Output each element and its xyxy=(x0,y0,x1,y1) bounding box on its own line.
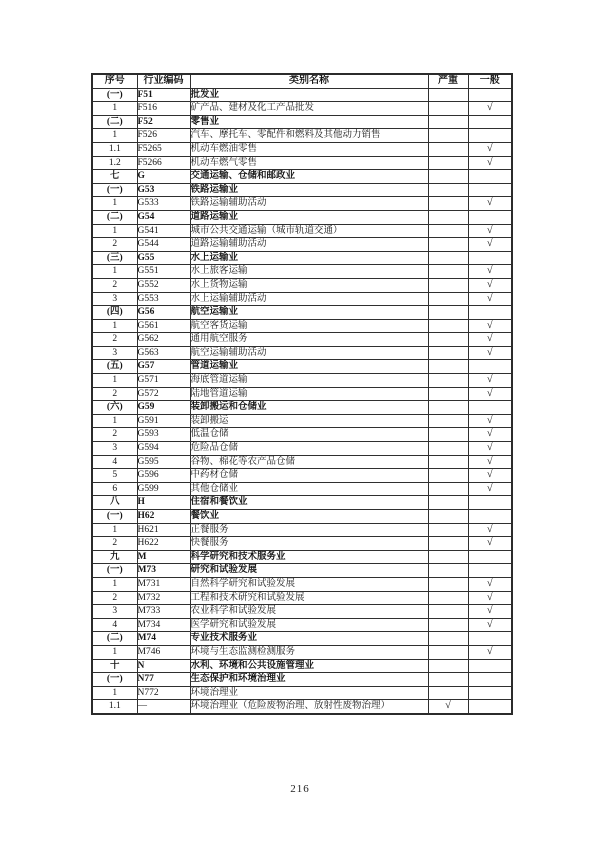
cell-code: G552 xyxy=(137,278,190,292)
cell-code: G562 xyxy=(137,333,190,347)
checkmark-cell: √ xyxy=(468,292,512,306)
cell-general xyxy=(468,251,512,265)
checkmark-cell: √ xyxy=(468,278,512,292)
cell-no: (一) xyxy=(92,510,137,524)
checkmark-cell: √ xyxy=(468,265,512,279)
table-row xyxy=(92,591,512,605)
cell-name: 工程和技术研究和试验发展 xyxy=(190,591,428,605)
cell-code: M734 xyxy=(137,618,190,632)
cell-no: (五) xyxy=(92,360,137,374)
cell-no: 3 xyxy=(92,346,137,360)
cell-no: 1 xyxy=(92,265,137,279)
column-header-serial: 序号 xyxy=(92,74,137,88)
cell-code: G59 xyxy=(137,401,190,415)
cell-code: N772 xyxy=(137,686,190,700)
cell-severe xyxy=(428,686,468,700)
cell-code: F51 xyxy=(137,88,190,102)
cell-code: M xyxy=(137,550,190,564)
table-row xyxy=(92,482,512,496)
cell-severe xyxy=(428,156,468,170)
cell-severe xyxy=(428,346,468,360)
cell-severe xyxy=(428,523,468,537)
cell-name: 危险品仓储 xyxy=(190,442,428,456)
cell-name: 餐饮业 xyxy=(190,510,428,524)
cell-severe xyxy=(428,170,468,184)
checkmark-cell: √ xyxy=(468,224,512,238)
page-number: 216 xyxy=(290,783,310,795)
cell-general xyxy=(468,360,512,374)
cell-name: 住宿和餐饮业 xyxy=(190,496,428,510)
table-row xyxy=(92,550,512,564)
cell-general xyxy=(468,401,512,415)
cell-no: 十 xyxy=(92,659,137,673)
column-header-code: 行业编码 xyxy=(137,74,190,88)
cell-severe xyxy=(428,442,468,456)
cell-code: G54 xyxy=(137,210,190,224)
cell-no: 1 xyxy=(92,645,137,659)
cell-code: N xyxy=(137,659,190,673)
table-row xyxy=(92,537,512,551)
cell-name: 装卸搬运 xyxy=(190,414,428,428)
cell-severe xyxy=(428,333,468,347)
cell-code: G591 xyxy=(137,414,190,428)
cell-code: M732 xyxy=(137,591,190,605)
cell-no: 2 xyxy=(92,333,137,347)
cell-name: 装卸搬运和仓储业 xyxy=(190,401,428,415)
cell-code: G541 xyxy=(137,224,190,238)
cell-general xyxy=(468,510,512,524)
cell-no: 1.1 xyxy=(92,700,137,714)
cell-no: 6 xyxy=(92,482,137,496)
cell-general xyxy=(468,564,512,578)
cell-severe xyxy=(428,605,468,619)
table-row xyxy=(92,142,512,156)
table-row xyxy=(92,210,512,224)
table-row xyxy=(92,673,512,687)
cell-no: 4 xyxy=(92,618,137,632)
cell-no: 4 xyxy=(92,455,137,469)
cell-name: 其他仓储业 xyxy=(190,482,428,496)
cell-name: 矿产品、建材及化工产品批发 xyxy=(190,102,428,116)
cell-code: H622 xyxy=(137,537,190,551)
cell-severe xyxy=(428,142,468,156)
cell-severe xyxy=(428,414,468,428)
cell-no: 2 xyxy=(92,387,137,401)
cell-no: 5 xyxy=(92,469,137,483)
cell-name: 道路运输辅助活动 xyxy=(190,238,428,252)
cell-severe xyxy=(428,482,468,496)
table-row xyxy=(92,88,512,102)
cell-no: (二) xyxy=(92,210,137,224)
table-row xyxy=(92,292,512,306)
cell-code: N77 xyxy=(137,673,190,687)
checkmark-cell: √ xyxy=(468,577,512,591)
cell-name: 航空运输业 xyxy=(190,306,428,320)
table-row xyxy=(92,333,512,347)
table-row xyxy=(92,360,512,374)
table-row xyxy=(92,618,512,632)
checkmark-cell: √ xyxy=(468,591,512,605)
cell-no: 2 xyxy=(92,238,137,252)
checkmark-cell: √ xyxy=(468,455,512,469)
cell-name: 机动车燃油零售 xyxy=(190,142,428,156)
table-row xyxy=(92,183,512,197)
cell-general xyxy=(468,306,512,320)
cell-name: 低温仓储 xyxy=(190,428,428,442)
cell-general xyxy=(468,88,512,102)
cell-severe xyxy=(428,401,468,415)
cell-severe xyxy=(428,238,468,252)
cell-name: 陆地管道运输 xyxy=(190,387,428,401)
cell-severe xyxy=(428,496,468,510)
cell-no: (三) xyxy=(92,251,137,265)
cell-name: 环境治理业（危险废物治理、放射性废物治理） xyxy=(190,700,428,714)
cell-code: G56 xyxy=(137,306,190,320)
cell-severe xyxy=(428,428,468,442)
table-row xyxy=(92,156,512,170)
cell-code: F516 xyxy=(137,102,190,116)
cell-no: 1.2 xyxy=(92,156,137,170)
cell-code: G xyxy=(137,170,190,184)
table-row xyxy=(92,251,512,265)
cell-no: (四) xyxy=(92,306,137,320)
table-row xyxy=(92,129,512,143)
cell-severe xyxy=(428,210,468,224)
checkmark-cell: √ xyxy=(468,319,512,333)
cell-name: 铁路运输业 xyxy=(190,183,428,197)
cell-no: 1 xyxy=(92,414,137,428)
cell-code: F52 xyxy=(137,115,190,129)
cell-severe xyxy=(428,183,468,197)
table-row xyxy=(92,428,512,442)
cell-no: 1.1 xyxy=(92,142,137,156)
table-row xyxy=(92,577,512,591)
table-row xyxy=(92,632,512,646)
cell-name: 交通运输、仓储和邮政业 xyxy=(190,170,428,184)
table-row xyxy=(92,523,512,537)
cell-name: 零售业 xyxy=(190,115,428,129)
cell-name: 医学研究和试验发展 xyxy=(190,618,428,632)
cell-name: 水上旅客运输 xyxy=(190,265,428,279)
cell-name: 批发业 xyxy=(190,88,428,102)
cell-code: G533 xyxy=(137,197,190,211)
checkmark-cell: √ xyxy=(468,618,512,632)
cell-general xyxy=(468,700,512,714)
table-row xyxy=(92,374,512,388)
cell-code: H62 xyxy=(137,510,190,524)
cell-general xyxy=(468,210,512,224)
table-body xyxy=(92,88,512,714)
cell-general xyxy=(468,129,512,143)
table-row xyxy=(92,115,512,129)
table-row xyxy=(92,278,512,292)
cell-code: H xyxy=(137,496,190,510)
checkmark-cell: √ xyxy=(428,700,468,714)
cell-general xyxy=(468,115,512,129)
checkmark-cell: √ xyxy=(468,482,512,496)
table-row xyxy=(92,414,512,428)
cell-no: 1 xyxy=(92,224,137,238)
cell-code: G57 xyxy=(137,360,190,374)
cell-no: (一) xyxy=(92,183,137,197)
table-row xyxy=(92,510,512,524)
cell-no: 八 xyxy=(92,496,137,510)
cell-code: G599 xyxy=(137,482,190,496)
cell-name: 汽车、摩托车、零配件和燃料及其他动力销售 xyxy=(190,129,428,143)
cell-no: 七 xyxy=(92,170,137,184)
cell-no: 3 xyxy=(92,605,137,619)
cell-code: G596 xyxy=(137,469,190,483)
table-row xyxy=(92,469,512,483)
table-row xyxy=(92,319,512,333)
cell-name: 自然科学研究和试验发展 xyxy=(190,577,428,591)
table-row xyxy=(92,197,512,211)
cell-no: 1 xyxy=(92,374,137,388)
cell-code: — xyxy=(137,700,190,714)
cell-severe xyxy=(428,632,468,646)
cell-name: 城市公共交通运输（城市轨道交通） xyxy=(190,224,428,238)
checkmark-cell: √ xyxy=(468,387,512,401)
checkmark-cell: √ xyxy=(468,523,512,537)
cell-severe xyxy=(428,319,468,333)
column-header-general: 一般 xyxy=(468,74,512,88)
cell-code: G594 xyxy=(137,442,190,456)
cell-general xyxy=(468,170,512,184)
table-row xyxy=(92,387,512,401)
cell-severe xyxy=(428,129,468,143)
cell-severe xyxy=(428,88,468,102)
checkmark-cell: √ xyxy=(468,102,512,116)
cell-no: (六) xyxy=(92,401,137,415)
cell-severe xyxy=(428,537,468,551)
cell-severe xyxy=(428,360,468,374)
cell-code: H621 xyxy=(137,523,190,537)
cell-name: 海底管道运输 xyxy=(190,374,428,388)
cell-name: 航空客货运输 xyxy=(190,319,428,333)
cell-no: 1 xyxy=(92,129,137,143)
cell-code: G595 xyxy=(137,455,190,469)
table-row xyxy=(92,564,512,578)
cell-code: M74 xyxy=(137,632,190,646)
cell-code: G53 xyxy=(137,183,190,197)
cell-name: 快餐服务 xyxy=(190,537,428,551)
cell-name: 研究和试验发展 xyxy=(190,564,428,578)
cell-code: M746 xyxy=(137,645,190,659)
table-row xyxy=(92,170,512,184)
cell-general xyxy=(468,632,512,646)
cell-name: 生态保护和环境治理业 xyxy=(190,673,428,687)
cell-name: 专业技术服务业 xyxy=(190,632,428,646)
cell-code: M733 xyxy=(137,605,190,619)
table-row xyxy=(92,496,512,510)
cell-code: M731 xyxy=(137,577,190,591)
checkmark-cell: √ xyxy=(468,374,512,388)
cell-severe xyxy=(428,469,468,483)
cell-name: 科学研究和技术服务业 xyxy=(190,550,428,564)
cell-name: 农业科学和试验发展 xyxy=(190,605,428,619)
cell-severe xyxy=(428,564,468,578)
cell-name: 环境治理业 xyxy=(190,686,428,700)
cell-no: 2 xyxy=(92,537,137,551)
cell-code: G563 xyxy=(137,346,190,360)
cell-severe xyxy=(428,550,468,564)
cell-no: 1 xyxy=(92,523,137,537)
cell-name: 水利、环境和公共设施管理业 xyxy=(190,659,428,673)
cell-code: F5266 xyxy=(137,156,190,170)
cell-severe xyxy=(428,197,468,211)
checkmark-cell: √ xyxy=(468,414,512,428)
table-row xyxy=(92,265,512,279)
checkmark-cell: √ xyxy=(468,197,512,211)
cell-name: 管道运输业 xyxy=(190,360,428,374)
cell-severe xyxy=(428,306,468,320)
cell-severe xyxy=(428,251,468,265)
cell-no: (二) xyxy=(92,115,137,129)
cell-code: G55 xyxy=(137,251,190,265)
cell-severe xyxy=(428,591,468,605)
cell-code: F5265 xyxy=(137,142,190,156)
table-row xyxy=(92,686,512,700)
cell-severe xyxy=(428,645,468,659)
cell-no: 3 xyxy=(92,442,137,456)
cell-code: G544 xyxy=(137,238,190,252)
checkmark-cell: √ xyxy=(468,142,512,156)
cell-no: 3 xyxy=(92,292,137,306)
table-row xyxy=(92,700,512,714)
cell-name: 水上运输业 xyxy=(190,251,428,265)
checkmark-cell: √ xyxy=(468,333,512,347)
cell-severe xyxy=(428,659,468,673)
cell-severe xyxy=(428,102,468,116)
cell-name: 航空运输辅助活动 xyxy=(190,346,428,360)
table-row xyxy=(92,442,512,456)
cell-severe xyxy=(428,224,468,238)
cell-general xyxy=(468,183,512,197)
cell-name: 谷物、棉花等农产品仓储 xyxy=(190,455,428,469)
cell-code: G571 xyxy=(137,374,190,388)
cell-no: (一) xyxy=(92,88,137,102)
cell-severe xyxy=(428,278,468,292)
cell-no: (二) xyxy=(92,632,137,646)
column-header-category: 类别名称 xyxy=(190,74,428,88)
cell-general xyxy=(468,550,512,564)
table-header-row xyxy=(92,74,512,88)
table-row xyxy=(92,605,512,619)
cell-name: 水上货物运输 xyxy=(190,278,428,292)
cell-code: F526 xyxy=(137,129,190,143)
cell-code: G553 xyxy=(137,292,190,306)
table-row xyxy=(92,401,512,415)
table-row xyxy=(92,659,512,673)
column-header-severe: 严重 xyxy=(428,74,468,88)
checkmark-cell: √ xyxy=(468,238,512,252)
cell-name: 环境与生态监测检测服务 xyxy=(190,645,428,659)
table-row xyxy=(92,306,512,320)
checkmark-cell: √ xyxy=(468,428,512,442)
cell-name: 通用航空服务 xyxy=(190,333,428,347)
cell-severe xyxy=(428,673,468,687)
cell-no: 2 xyxy=(92,428,137,442)
checkmark-cell: √ xyxy=(468,346,512,360)
cell-no: (一) xyxy=(92,564,137,578)
cell-no: 2 xyxy=(92,278,137,292)
cell-severe xyxy=(428,292,468,306)
cell-no: 1 xyxy=(92,319,137,333)
cell-general xyxy=(468,496,512,510)
industry-category-table xyxy=(91,73,513,715)
cell-no: (一) xyxy=(92,673,137,687)
checkmark-cell: √ xyxy=(468,605,512,619)
table-row xyxy=(92,645,512,659)
cell-name: 机动车燃气零售 xyxy=(190,156,428,170)
cell-severe xyxy=(428,115,468,129)
cell-severe xyxy=(428,510,468,524)
table-row xyxy=(92,102,512,116)
cell-severe xyxy=(428,374,468,388)
checkmark-cell: √ xyxy=(468,645,512,659)
table-row xyxy=(92,346,512,360)
cell-name: 中药材仓储 xyxy=(190,469,428,483)
table-row xyxy=(92,224,512,238)
cell-name: 水上运输辅助活动 xyxy=(190,292,428,306)
cell-code: G572 xyxy=(137,387,190,401)
cell-general xyxy=(468,673,512,687)
table-row xyxy=(92,455,512,469)
cell-code: M73 xyxy=(137,564,190,578)
cell-general xyxy=(468,659,512,673)
cell-no: 1 xyxy=(92,197,137,211)
cell-name: 正餐服务 xyxy=(190,523,428,537)
cell-code: G593 xyxy=(137,428,190,442)
cell-name: 铁路运输辅助活动 xyxy=(190,197,428,211)
cell-code: G551 xyxy=(137,265,190,279)
cell-no: 2 xyxy=(92,591,137,605)
checkmark-cell: √ xyxy=(468,469,512,483)
cell-severe xyxy=(428,577,468,591)
cell-no: 1 xyxy=(92,686,137,700)
cell-severe xyxy=(428,265,468,279)
cell-no: 1 xyxy=(92,102,137,116)
table-row xyxy=(92,238,512,252)
cell-code: G561 xyxy=(137,319,190,333)
cell-general xyxy=(468,686,512,700)
cell-severe xyxy=(428,618,468,632)
cell-severe xyxy=(428,387,468,401)
cell-no: 九 xyxy=(92,550,137,564)
checkmark-cell: √ xyxy=(468,156,512,170)
checkmark-cell: √ xyxy=(468,442,512,456)
cell-severe xyxy=(428,455,468,469)
cell-name: 道路运输业 xyxy=(190,210,428,224)
cell-no: 1 xyxy=(92,577,137,591)
checkmark-cell: √ xyxy=(468,537,512,551)
